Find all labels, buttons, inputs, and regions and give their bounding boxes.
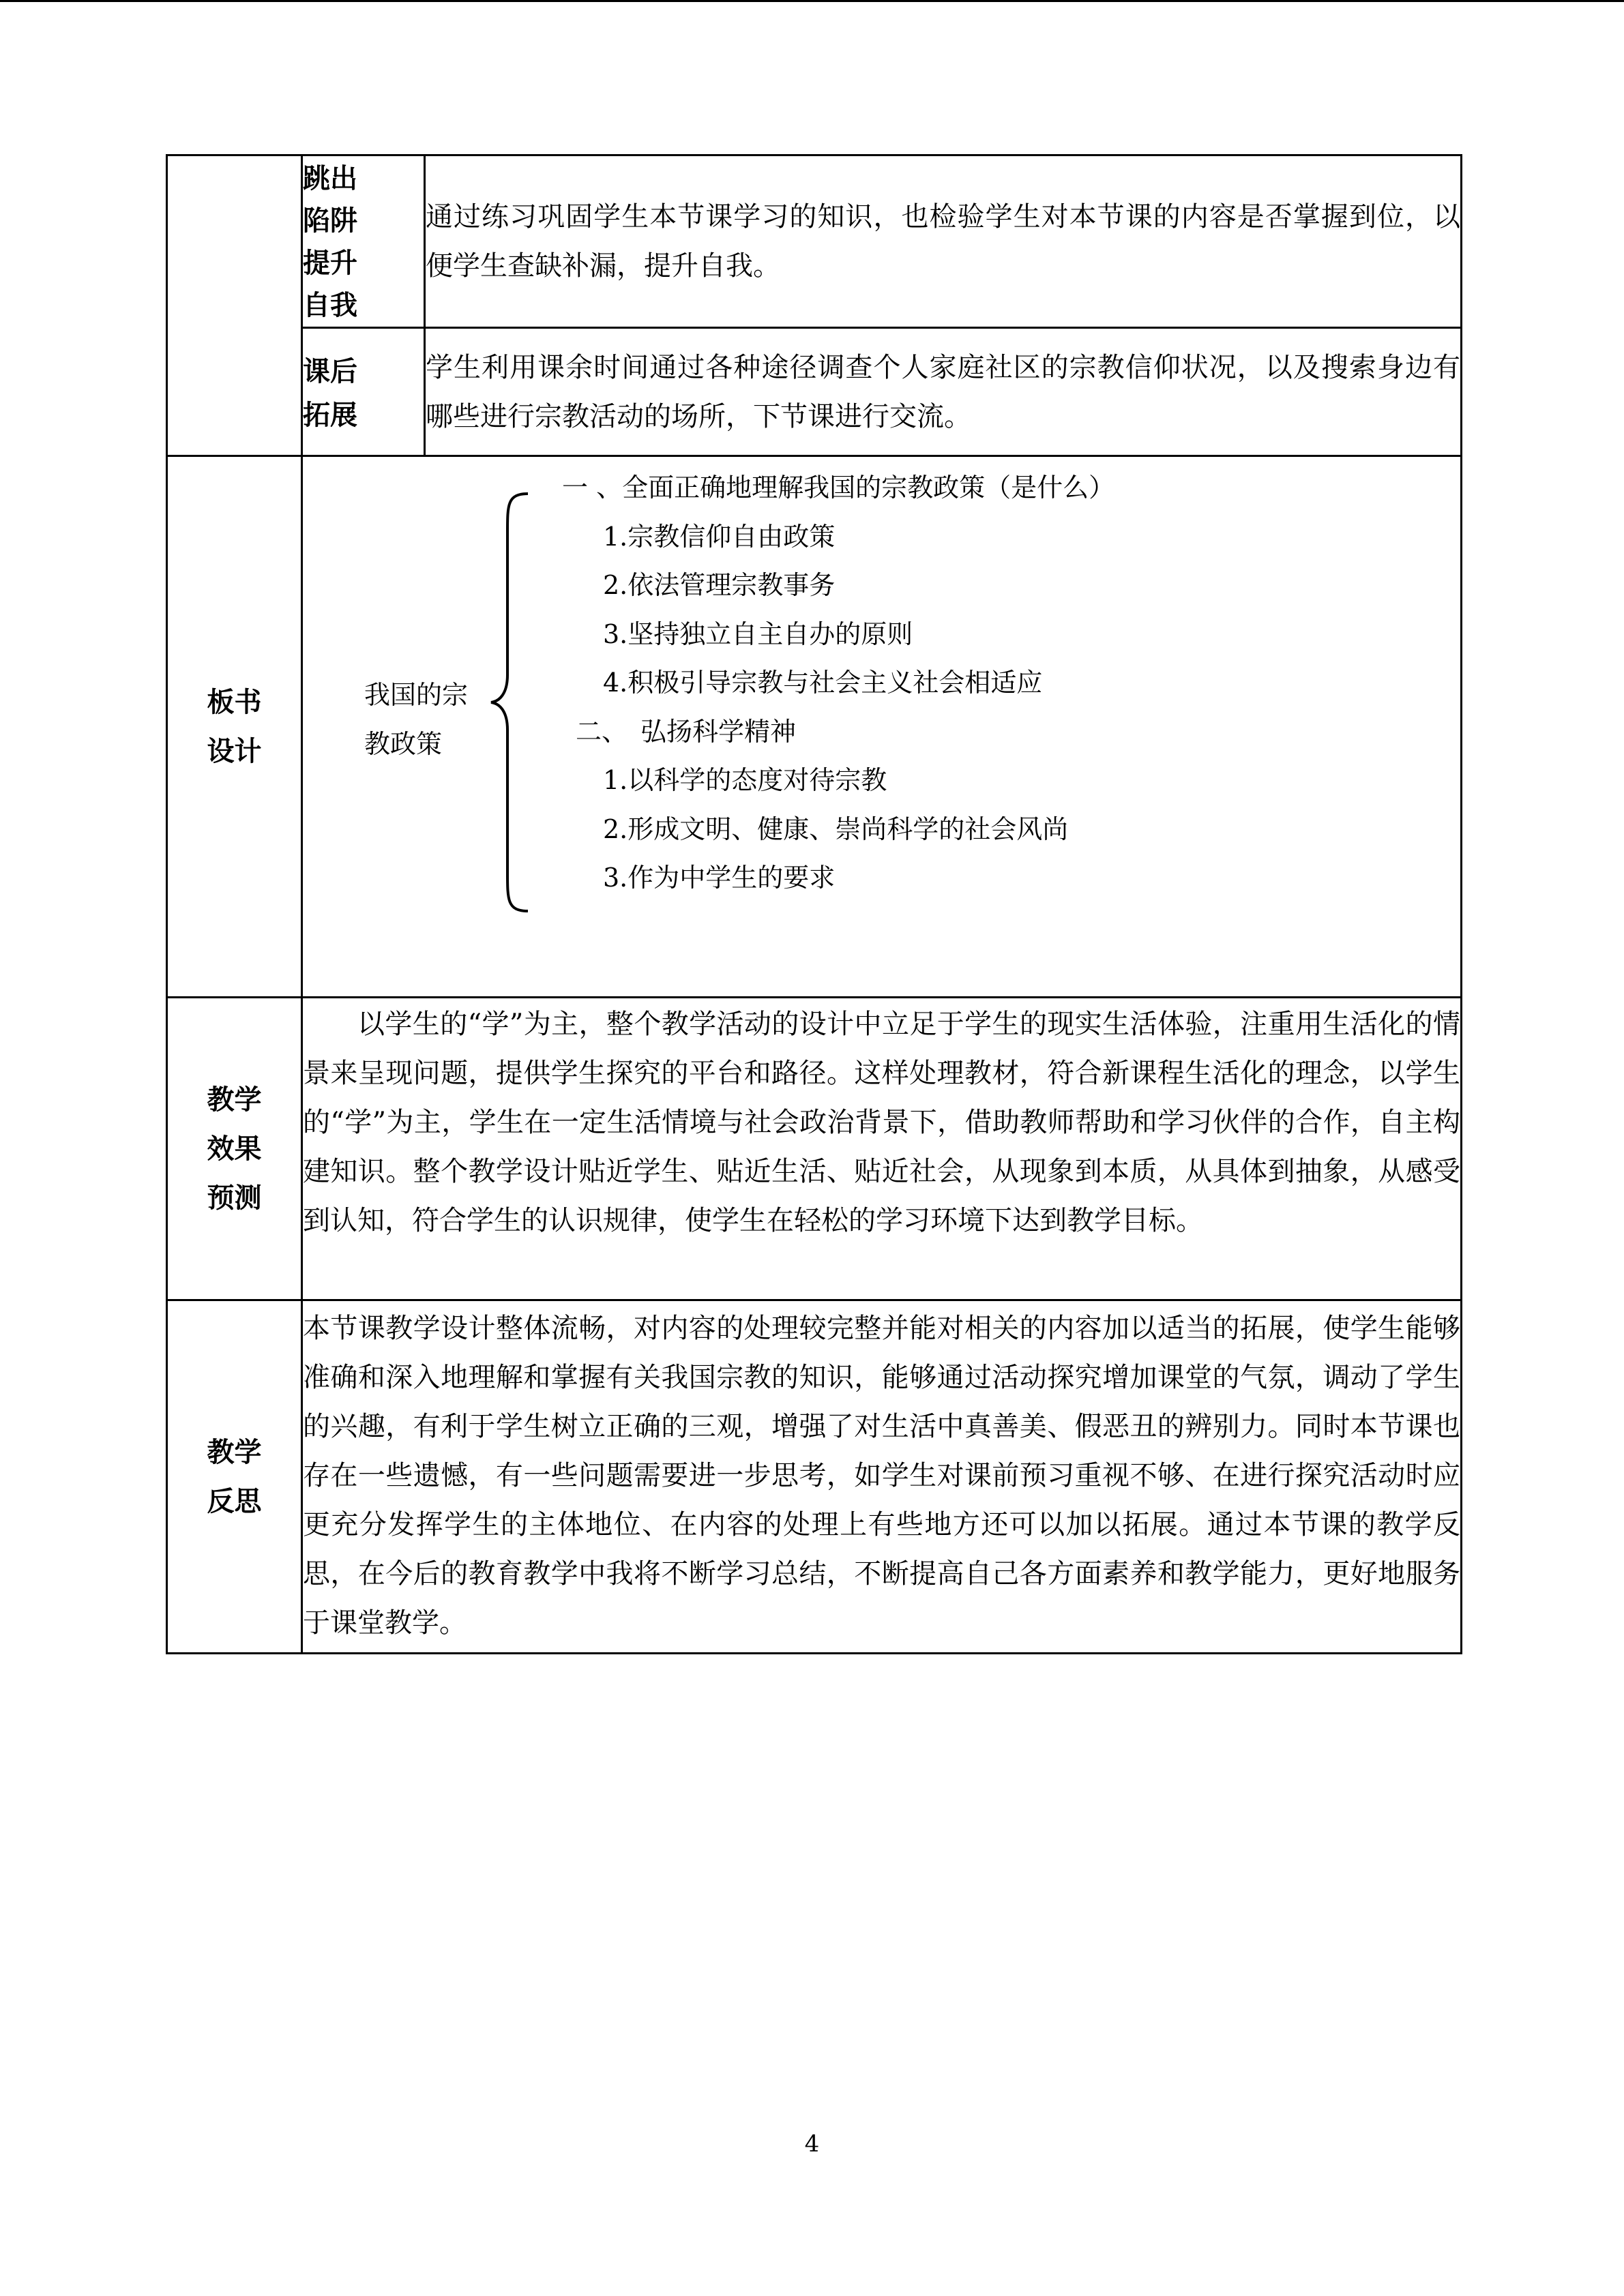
trap-label	[302, 155, 425, 328]
effect-label	[167, 998, 302, 1300]
effect-label-line: 教学	[207, 1084, 262, 1116]
board-section-heading: 二、 弘扬科学精神	[576, 716, 797, 747]
board-row	[167, 456, 1462, 998]
reflection-row	[167, 1300, 1462, 1654]
board-outline-item: 2.形成文明、健康、崇尚科学的社会风尚	[603, 814, 1069, 844]
board-design	[303, 457, 1460, 994]
board-topic-line: 教政策	[364, 729, 443, 759]
reflection-label-line: 反思	[207, 1485, 262, 1517]
trap-label-line: 陷阱	[303, 205, 357, 237]
trap-row	[167, 155, 1462, 328]
curly-brace-icon	[487, 491, 535, 914]
effect-content: 以学生的“学”为主，整个教学活动的设计中立足于学生的现实生活体验，注重用生活化的情景来呈现问题，提供学生探究的平台和路径。这样处理教材，符合新课程生活化的理念，以学生的“学”为主，学生在一定生活情境与社会政治背景下，借助教师帮助和学习伙伴的合作，自主构建知识。整个教学设计贴近学生、贴近生活、贴近社会，从现象到本质，从具体到抽象，从感受到认知，符合学生的认识规律，使学生在轻松的学习环境下达到教学目标。	[302, 998, 1462, 1300]
blank-category-cell	[167, 155, 302, 456]
extension-label	[302, 328, 425, 456]
reflection-label-line: 教学	[207, 1436, 262, 1468]
trap-label-line: 提升	[303, 248, 357, 279]
reflection-content: 本节课教学设计整体流畅，对内容的处理较完整并能对相关的内容加以适当的拓展，使学生能够准确和深入地理解和掌握有关我国宗教的知识，能够通过活动探究增加课堂的气氛，调动了学生的兴趣，有利于学生树立正确的三观，增强了对生活中真善美、假恶丑的辨别力。同时本节课也存在一些遗憾，有一些问题需要进一步思考，如学生对课前预习重视不够、在进行探究活动时应更充分发挥学生的主体地位、在内容的处理上有些地方还可以加以拓展。通过本节课的教学反思，在今后的教育教学中我将不断学习总结，不断提高自己各方面素养和教学能力，更好地服务于课堂教学。	[302, 1300, 1462, 1654]
board-topic	[364, 670, 487, 769]
lesson-plan-table	[166, 154, 1462, 1654]
board-outline	[562, 464, 1114, 903]
board-outline-item: 2.依法管理宗教事务	[603, 570, 836, 600]
extension-row	[167, 328, 1462, 456]
board-label-line: 设计	[207, 735, 262, 767]
extension-content: 学生利用课余时间通过各种途径调查个人家庭社区的宗教信仰状况，以及搜索身边有哪些进行宗教活动的场所，下节课进行交流。	[425, 328, 1462, 456]
board-outline-item: 3.作为中学生的要求	[603, 863, 836, 893]
extension-label-line: 拓展	[303, 399, 357, 431]
board-outline-item: 4.积极引导宗教与社会主义社会相适应	[603, 668, 1043, 698]
effect-row	[167, 998, 1462, 1300]
page-number: 4	[804, 2130, 820, 2158]
effect-label-line: 预测	[207, 1182, 262, 1214]
board-design-cell	[302, 456, 1462, 998]
board-label	[167, 456, 302, 998]
board-section-heading: 一 、全面正确地理解我国的宗教政策（是什么）	[562, 473, 1115, 503]
trap-label-line: 自我	[303, 290, 357, 321]
board-label-line: 板书	[207, 686, 262, 718]
board-topic-line: 我国的宗	[364, 680, 469, 710]
trap-label-line: 跳出	[303, 163, 357, 194]
extension-label-line: 课后	[303, 355, 357, 387]
effect-label-line: 效果	[207, 1133, 262, 1165]
board-outline-item: 3.坚持独立自主自办的原则	[603, 618, 913, 649]
board-outline-item: 1.以科学的态度对待宗教	[603, 765, 887, 795]
board-outline-item: 1.宗教信仰自由政策	[603, 521, 836, 552]
trap-content: 通过练习巩固学生本节课学习的知识，也检验学生对本节课的内容是否掌握到位，以便学生查缺补漏，提升自我。	[425, 155, 1462, 328]
page-top-border	[0, 0, 1624, 2]
reflection-label	[167, 1300, 302, 1654]
